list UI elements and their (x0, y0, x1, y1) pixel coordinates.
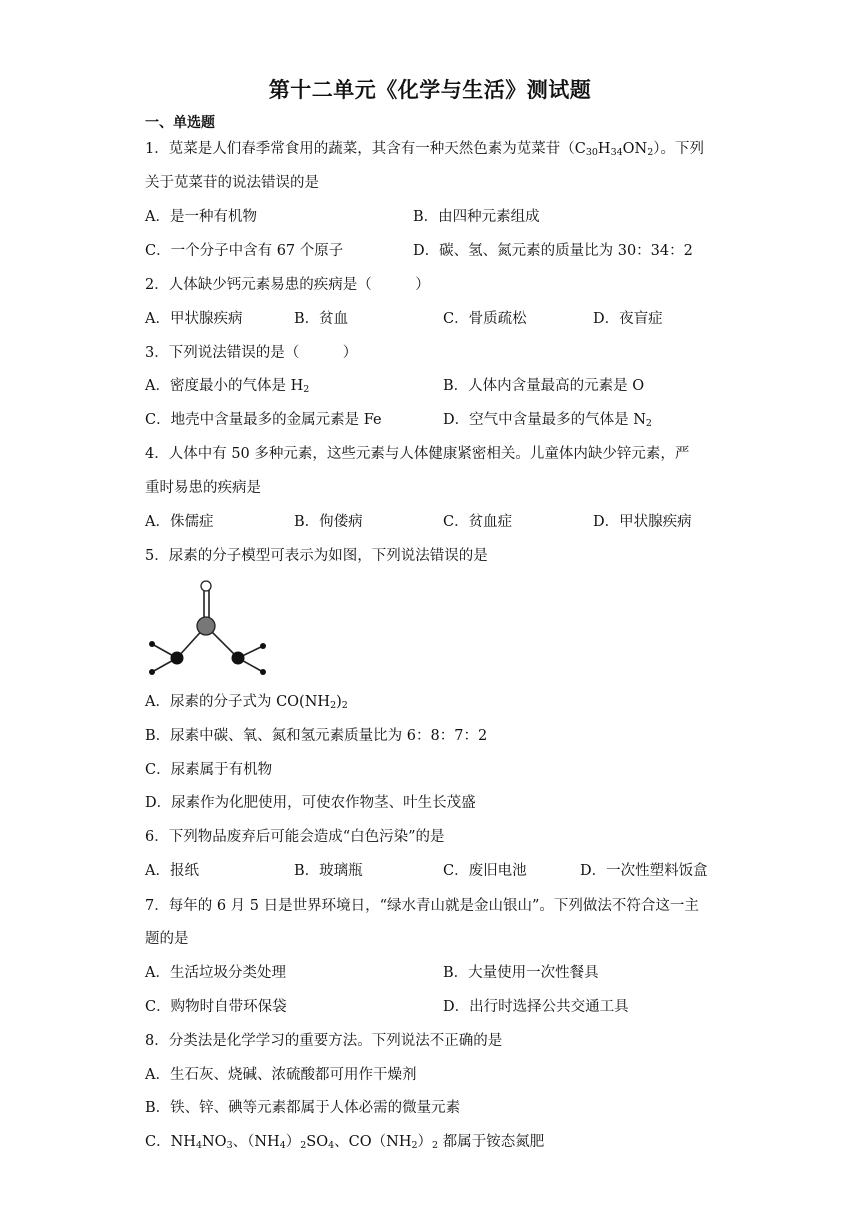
q5-stem: 5．尿素的分子模型可表示为如图，下列说法错误的是 (145, 548, 488, 564)
q1-stem-line2: 关于苋菜苷的说法错误的是 (145, 175, 319, 191)
hydrogen-atom-2 (149, 669, 155, 675)
q6-stem: 6．下列物品废弃后可能会造成“白色污染”的是 (145, 829, 445, 845)
q1-stem-line1: 1．苋菜是人们春季常食用的蔬菜，其含有一种天然色素为苋菜苷$(C_{30}H_{34}ON_2)$。下列 (145, 141, 705, 158)
q7-stem-line1: 7．每年的 6 月 5 日是世界环境日，“绿水青山就是金山银山”。下列做法不符合这一主 (145, 898, 699, 914)
section-heading: 一、单选题 (145, 115, 215, 131)
q5-option-a: A．尿素的分子式为 $CO(NH_2)_2$ (145, 694, 348, 711)
q4-stem-line2: 重时易患的疾病是 (145, 480, 261, 496)
q8-option-a: A．生石灰、烧碱、浓硫酸都可用作干燥剂 (145, 1067, 417, 1083)
q8-stem: 8．分类法是化学学习的重要方法。下列说法不正确的是 (145, 1033, 503, 1049)
q1-option-d: D．碳、氢、氮元素的质量比为 30：34：2 (413, 243, 693, 259)
q6-option-b: B．玻璃瓶 (294, 863, 363, 879)
carbon-atom (197, 617, 215, 635)
oxygen-atom (201, 581, 211, 591)
q2-stem: 2．人体缺少钙元素易患的疾病是（ ） (145, 277, 430, 293)
q5-option-c: C．尿素属于有机物 (145, 762, 273, 778)
q3-stem: 3．下列说法错误的是（ ） (145, 345, 358, 361)
q4-option-c: C．贫血症 (443, 514, 513, 530)
hydrogen-atom-1 (149, 641, 155, 647)
q5-option-d: D．尿素作为化肥使用，可使农作物茎、叶生长茂盛 (145, 795, 476, 811)
nitrogen-atom-left (171, 652, 184, 665)
q2-option-c: C．骨质疏松 (443, 311, 527, 327)
q7-option-b: B．大量使用一次性餐具 (443, 965, 599, 981)
q3-option-c: C．地壳中含量最多的金属元素是 Fe (145, 412, 382, 428)
q7-option-c: C．购物时自带环保袋 (145, 999, 287, 1015)
q2-option-a: A．甲状腺疾病 (145, 311, 243, 327)
q7-option-d: D．出行时选择公共交通工具 (443, 999, 629, 1015)
hydrogen-atom-3 (260, 643, 266, 649)
hydrogen-atom-4 (260, 669, 266, 675)
q3-option-b: B．人体内含量最高的元素是 O (443, 378, 645, 394)
q2-option-b: B．贫血 (294, 311, 349, 327)
page-title: 第十二单元《化学与生活》测试题 (268, 78, 592, 102)
q4-stem-line1: 4．人体中有 50 多种元素，这些元素与人体健康紧密相关。儿童体内缺少锌元素，严 (145, 446, 690, 462)
q3-option-a: A．密度最小的气体是 $H_2$ (145, 378, 310, 395)
urea-molecule-figure (142, 578, 272, 678)
q7-stem-line2: 题的是 (145, 931, 189, 947)
q4-option-d: D．甲状腺疾病 (593, 514, 692, 530)
q4-option-a: A．侏儒症 (145, 514, 214, 530)
q8-option-b: B．铁、锌、碘等元素都属于人体必需的微量元素 (145, 1100, 461, 1116)
q8-option-c: C．$NH_4NO_3$、$(NH_4)_2SO_4$、$CO(NH_2)_2$ 都属于铵态氮肥 (145, 1134, 545, 1151)
q1-option-c: C．一个分子中含有 67 个原子 (145, 243, 344, 259)
q3-option-d: D．空气中含量最多的气体是 $N_2$ (443, 412, 652, 429)
q5-option-b: B．尿素中碳、氧、氮和氢元素质量比为 6：8：7：2 (145, 728, 488, 744)
q1-option-b: B．由四种元素组成 (413, 209, 540, 225)
q1-option-a: A．是一种有机物 (145, 209, 257, 225)
q7-option-a: A．生活垃圾分类处理 (145, 965, 286, 981)
q6-option-c: C．废旧电池 (443, 863, 527, 879)
nitrogen-atom-right (232, 652, 245, 665)
q2-option-d: D．夜盲症 (593, 311, 663, 327)
q6-option-a: A．报纸 (145, 863, 199, 879)
q6-option-d: D．一次性塑料饭盒 (580, 863, 708, 879)
q4-option-b: B．佝偻病 (294, 514, 363, 530)
